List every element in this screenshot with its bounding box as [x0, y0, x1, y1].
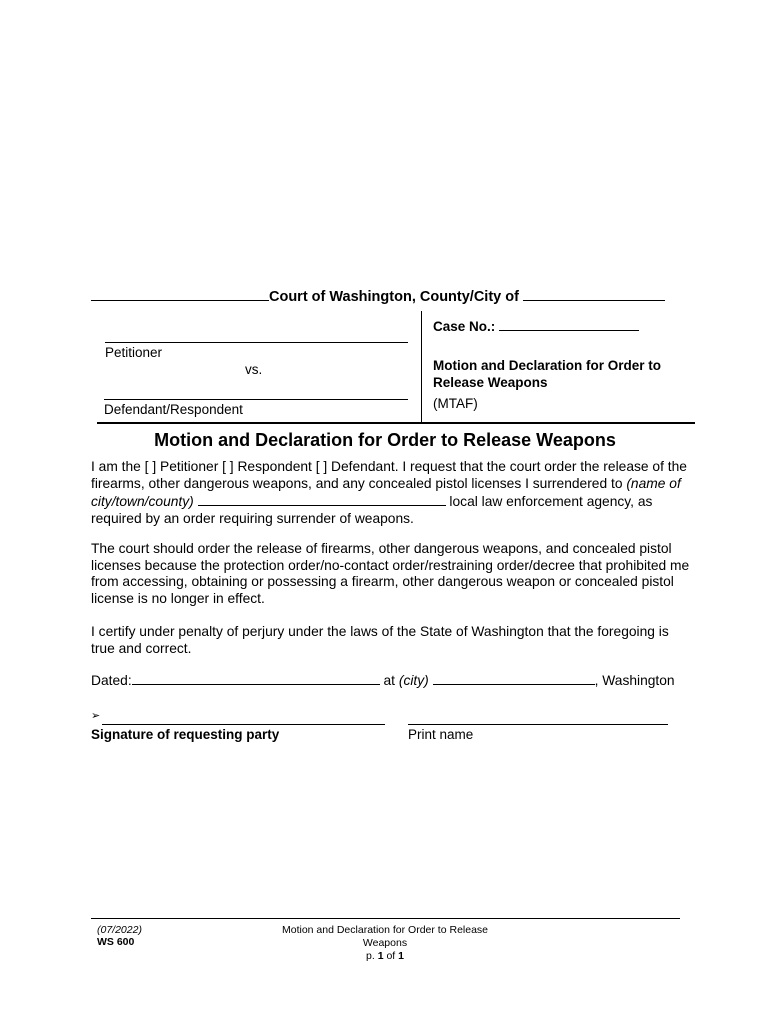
- signature-label: Signature of requesting party: [91, 727, 280, 742]
- city-hint: (name of city/town/county): [91, 475, 681, 509]
- court-header: [91, 287, 681, 305]
- caption-divider-horizontal: [97, 422, 695, 424]
- form-code: (MTAF): [433, 396, 478, 411]
- vs-label: vs.: [245, 362, 263, 377]
- request-text-a: I am the [ ] Petitioner [ ] Respondent [ ] Defendant. I request that the court order the release of the firearms, other dangerous weapons, and any concealed pistol licenses I surrendered to: [91, 459, 687, 491]
- certification-paragraph: I certify under penalty of perjury under the laws of the State of Washington that the foregoing is true and correct.: [91, 624, 669, 656]
- signature-line[interactable]: [102, 724, 385, 725]
- agency-name-blank[interactable]: [198, 492, 446, 506]
- page-num: 1: [377, 950, 384, 962]
- page-title: Motion and Declaration for Order to Release Weapons: [154, 430, 616, 450]
- defendant-name-line[interactable]: [104, 399, 408, 400]
- footer-title: Motion and Declaration for Order to Release Weapons: [281, 924, 489, 949]
- page-of: of: [386, 950, 396, 962]
- at-label: at: [383, 673, 396, 688]
- petitioner-label: Petitioner: [105, 345, 163, 360]
- case-no-blank[interactable]: [499, 317, 639, 331]
- page-prefix: p.: [366, 950, 375, 962]
- request-paragraph: [91, 459, 691, 527]
- page-total: 1: [398, 950, 404, 962]
- print-name-line[interactable]: [408, 724, 668, 725]
- dated-label: Dated:: [91, 673, 132, 688]
- dated-row: [91, 671, 691, 688]
- print-name-label: Print name: [408, 727, 474, 742]
- footer-divider: [91, 918, 680, 919]
- state-label: , Washington: [594, 673, 675, 688]
- court-name-blank[interactable]: [91, 287, 269, 301]
- request-text-b: local law enforcement agency, as required by an order requiring surrender of weapons.: [91, 494, 653, 526]
- court-header-text: Court of Washington, County/City of: [269, 289, 519, 305]
- footer-form-code: WS 600: [97, 936, 135, 948]
- city-label: (city): [398, 673, 429, 688]
- reason-paragraph: The court should order the release of firearms, other dangerous weapons, and concealed pistol licenses because the protection order/no-contact order/restraining order/decree that prohibited me from accessing, obtaining or possessing a firearm, other dangerous weapon or concealed pistol license is no longer in effect.: [91, 541, 690, 606]
- date-blank[interactable]: [132, 671, 380, 685]
- petitioner-name-line[interactable]: [105, 342, 408, 343]
- caption-form-title: Motion and Declaration for Order to Release Weapons: [433, 358, 662, 390]
- caption-divider-vertical: [421, 311, 422, 423]
- defendant-label: Defendant/Respondent: [104, 402, 243, 417]
- county-city-blank[interactable]: [523, 287, 665, 301]
- signature-arrow-icon: ➢: [91, 710, 101, 722]
- case-number: [433, 317, 639, 334]
- case-no-label: Case No.:: [433, 319, 496, 334]
- city-blank[interactable]: [433, 671, 595, 685]
- footer-date: (07/2022): [97, 924, 142, 936]
- footer-page-number: [270, 950, 500, 962]
